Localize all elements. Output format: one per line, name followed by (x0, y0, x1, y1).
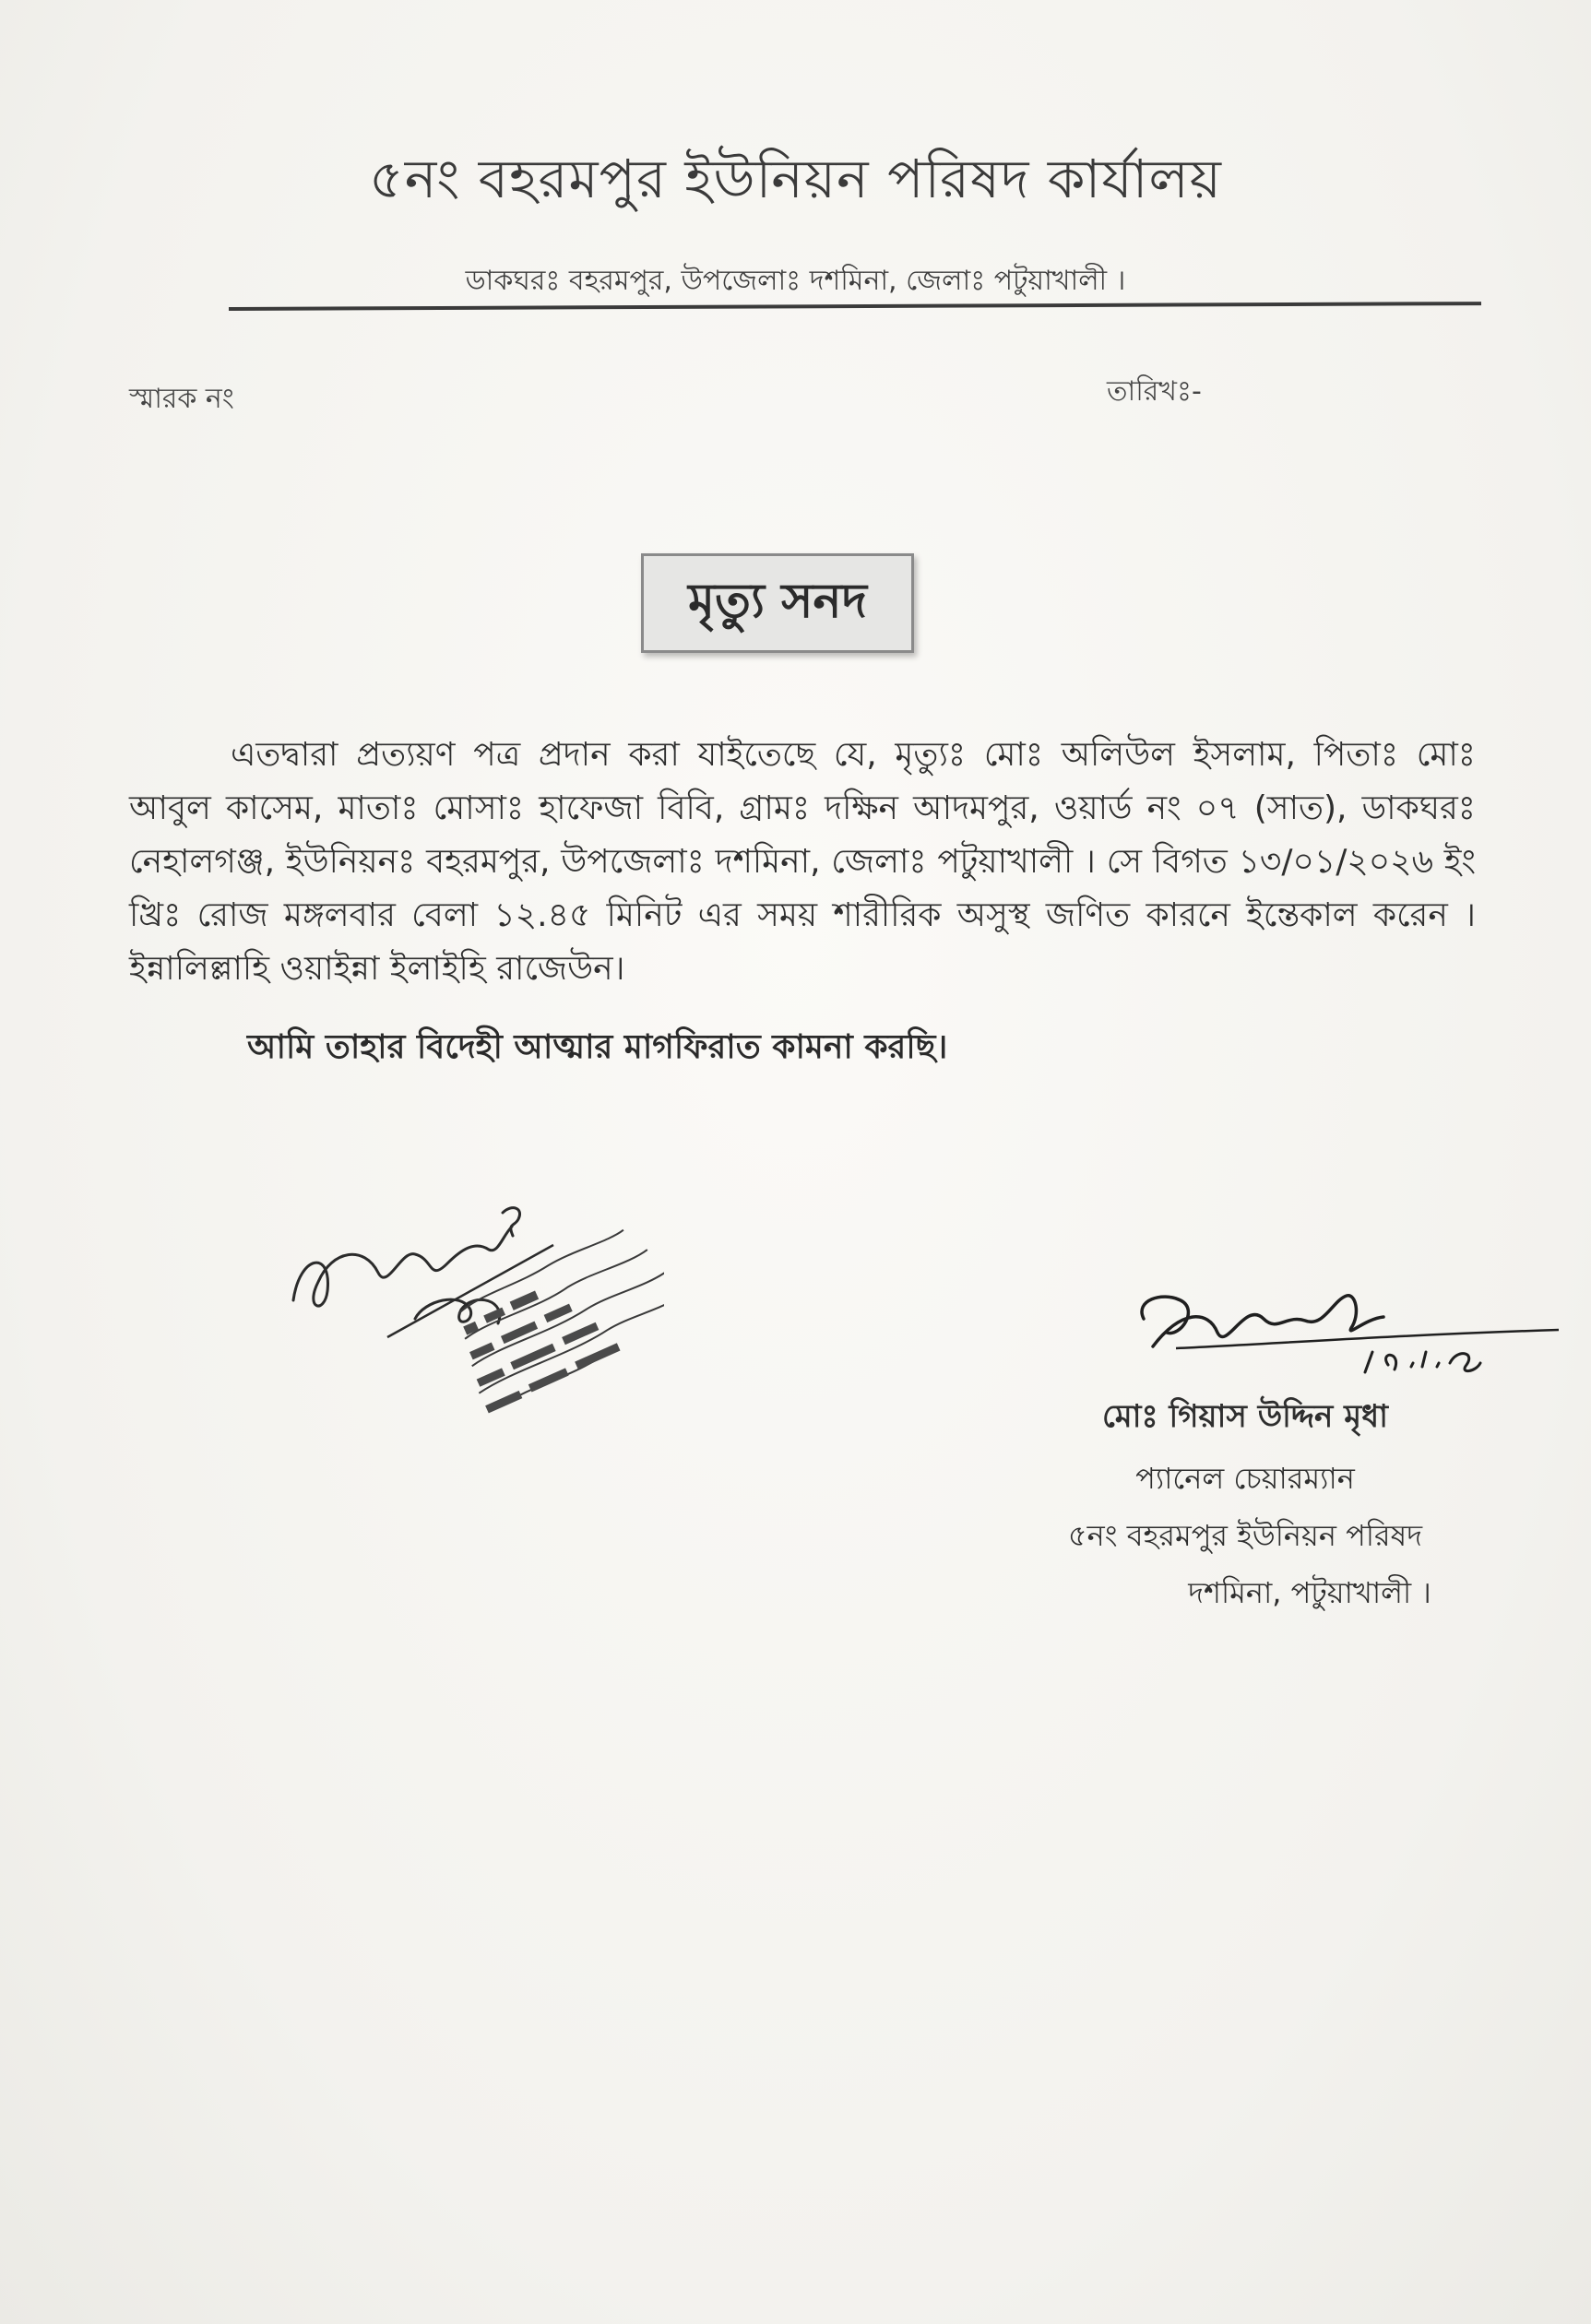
signatory-organization: ৫নং বহরমপুর ইউনিয়ন পরিষদ (1067, 1518, 1423, 1553)
certificate-body: এতদ্বারা প্রত্যয়ণ পত্র প্রদান করা যাইতেছে যে, মৃত্যুঃ মোঃ অলিউল ইসলাম, পিতাঃ মোঃ আবুল কাসেম, মাতাঃ মোসাঃ হাফেজা বিবি, গ্রামঃ দক্ষিন আদমপুর, ওয়ার্ড নং ০৭ (সাত), ডাকঘরঃ নেহালগঞ্জ, ইউনিয়নঃ বহরমপুর, উপজেলাঃ দশমিনা, জেলাঃ পটুয়াখালী । সে বিগত ১৩/০১/২০২৬ ইং খ্রিঃ রোজ মঙ্গলবার বেলা ১২.৪৫ মিনিট এর সময় শারীরিক অসুস্থ জণিত কারনে ইন্তেকাল করেন । ইন্নালিল্লাহি ওয়াইন্না ইলাইহি রাজেউন। (129, 736, 1476, 988)
signatory-name: মোঃ গিয়াস উদ্দিন মৃধা (1102, 1398, 1388, 1435)
office-address: ডাকঘরঃ বহরমপুর, উপজেলাঃ দশমিনা, জেলাঃ পটুয়াখালী । (465, 265, 1126, 297)
memo-number-label: স্মারক নং (129, 383, 234, 415)
certificate-title: মৃত্যু সনদ (641, 553, 914, 653)
signatory-designation: প্যানেল চেয়ারম্যান (1135, 1461, 1355, 1496)
signatory-location: দশমিনা, পটুয়াখালী । (1188, 1575, 1431, 1610)
handwritten-initials-icon (277, 1162, 664, 1439)
prayer-line: আমি তাহার বিদেহী আত্মার মাগফিরাত কামনা করছি। (247, 1028, 948, 1066)
date-label: তারিখঃ- (1107, 375, 1202, 408)
office-title: ৫নং বহরমপুর ইউনিয়ন পরিষদ কার্যালয় (369, 148, 1222, 210)
seal-stamp (277, 1162, 664, 1439)
